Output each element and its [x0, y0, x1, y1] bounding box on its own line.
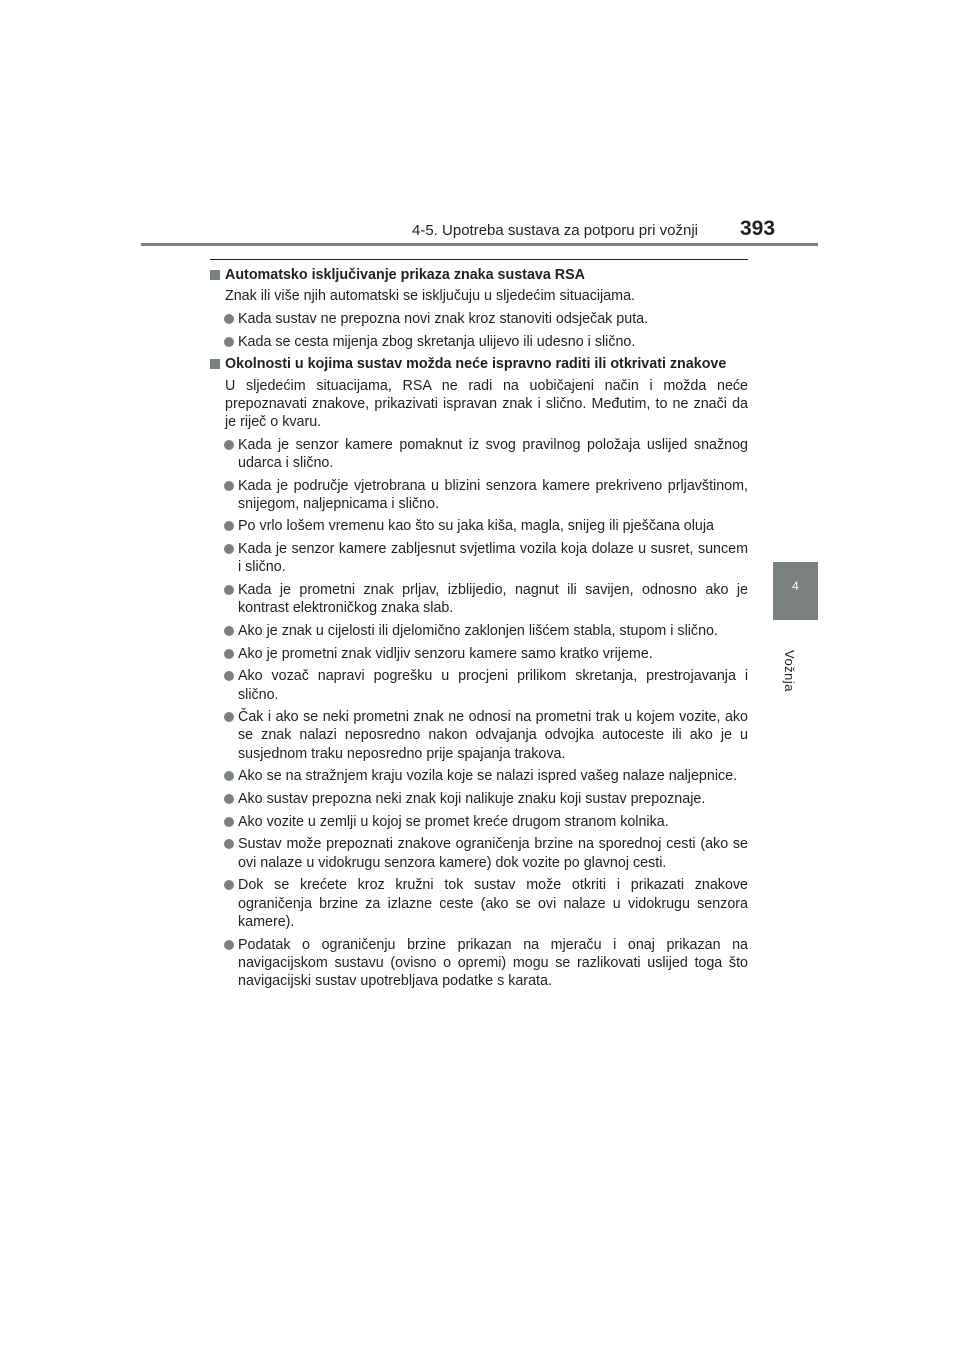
section-heading [210, 266, 748, 284]
list-item [210, 436, 748, 472]
round-bullet-icon [224, 314, 234, 324]
list-item-text: Kada je senzor kamere zabljesnut svjetlima vozila koja dolaze u susret, suncem i slično. [238, 541, 748, 576]
round-bullet-icon [224, 481, 234, 491]
list-item-text: Ako vozite u zemlji u kojoj se promet kreće drugom stranom kolnika. [238, 813, 669, 830]
list-item-text: Kada se cesta mijenja zbog skretanja ulijevo ili udesno i slično. [238, 333, 636, 350]
round-bullet-icon [224, 626, 234, 636]
list-item-text: Kada je prometni znak prljav, izblijedio, nagnut ili savijen, odnosno ako je kontrast elektroničkog znaka slab. [238, 582, 748, 617]
round-bullet-icon [224, 839, 234, 849]
round-bullet-icon [224, 712, 234, 722]
list-item [210, 622, 748, 640]
round-bullet-icon [224, 880, 234, 890]
list-item [210, 767, 748, 785]
list-item-text: Kada je područje vjetrobrana u blizini senzora kamere prekriveno prljavštinom, snijegom, naljepnicama i slično. [238, 477, 748, 512]
list-item [210, 310, 748, 328]
round-bullet-icon [224, 585, 234, 595]
section-intro: Znak ili više njih automatski se isključuju u sljedećim situacijama. [225, 288, 636, 305]
list-item-text: Kada je senzor kamere pomaknut iz svog pravilnog položaja uslijed snažnog udarca i slično. [238, 436, 748, 471]
list-item [210, 517, 748, 535]
round-bullet-icon [224, 940, 234, 950]
round-bullet-icon [224, 671, 234, 681]
chapter-label: Vožnja [782, 650, 797, 693]
list-item [210, 936, 748, 991]
list-item [210, 477, 748, 513]
list-item-text: Podatak o ograničenju brzine prikazan na mjeraču i onaj prikazan na navigacijskom sustavu (ovisno o opremi) mogu se razlikovati uslijed toga što navigacijski sustav upotrebljava podatke s karata. [238, 936, 748, 989]
square-bullet-icon [210, 270, 220, 280]
list-item-text: Ako je prometni znak vidljiv senzoru kamere samo kratko vrijeme. [238, 645, 653, 662]
chapter-number: 4 [792, 579, 799, 593]
round-bullet-icon [224, 544, 234, 554]
list-item [210, 708, 748, 763]
header-rule [141, 243, 818, 246]
list-item-text: Sustav može prepoznati znakove ograničenja brzine na sporednoj cesti (ako se ovi nalaze u vidokrugu senzora kamere) dok vozite po glavnoj cesti. [238, 836, 748, 871]
round-bullet-icon [224, 649, 234, 659]
list-item-text: Ako sustav prepozna neki znak koji nalikuje znaku koji sustav prepoznaje. [238, 791, 706, 808]
list-item [210, 540, 748, 576]
list-item-text: Ako je znak u cijelosti ili djelomično zaklonjen lišćem stabla, stupom i slično. [238, 622, 718, 639]
list-item-text: Čak i ako se neki prometni znak ne odnosi na prometni trak u kojem vozite, ako se znak nalazi neposredno nakon odvajanja odvojka autoceste ili ako je u susjednom traku neposredno prije spajanja trakova. [238, 709, 748, 762]
section-heading-text: Automatsko isključivanje prikaza znaka sustava RSA [225, 267, 585, 283]
list-item-text: Ako vozač napravi pogrešku u procjeni prilikom skretanja, prestrojavanja i slično. [238, 668, 748, 703]
list-item-text: Dok se krećete kroz kružni tok sustav može otkriti i prikazati znakove ograničenja brzine za izlazne ceste (ako se ovi nalaze u vidokrugu senzora kamere). [238, 877, 748, 930]
square-bullet-icon [210, 359, 220, 369]
round-bullet-icon [224, 817, 234, 827]
list-item [210, 790, 748, 808]
section-heading [210, 355, 748, 373]
list-item [210, 645, 748, 663]
list-item [210, 581, 748, 617]
round-bullet-icon [224, 337, 234, 347]
list-item [210, 835, 748, 871]
content-top-rule [210, 259, 748, 260]
page-number: 393 [740, 217, 776, 240]
section-intro: U sljedećim situacijama, RSA ne radi na uobičajeni način i možda neće prepoznavati znakove, prikazivati ispravan znak i slično. Međutim, to ne znači da je riječ o kvaru. [225, 377, 748, 430]
round-bullet-icon [224, 440, 234, 450]
section-auto-off [210, 266, 748, 351]
list-item-text: Po vrlo lošem vremenu kao što su jaka kiša, magla, snijeg ili pješčana oluja [238, 518, 714, 535]
list-item [210, 813, 748, 831]
round-bullet-icon [224, 794, 234, 804]
round-bullet-icon [224, 771, 234, 781]
header-section-title: 4-5. Upotreba sustava za potporu pri vožnji [412, 222, 698, 239]
section-limitations [210, 355, 748, 990]
round-bullet-icon [224, 521, 234, 531]
section-heading-text: Okolnosti u kojima sustav možda neće ispravno raditi ili otkrivati znakove [225, 356, 727, 373]
list-item-text: Kada sustav ne prepozna novi znak kroz stanoviti odsječak puta. [238, 310, 649, 327]
page-content [210, 266, 748, 990]
list-item [210, 333, 748, 351]
list-item-text: Ako se na stražnjem kraju vozila koje se nalazi ispred vašeg nalaze naljepnice. [238, 768, 738, 785]
list-item [210, 667, 748, 703]
list-item [210, 876, 748, 931]
